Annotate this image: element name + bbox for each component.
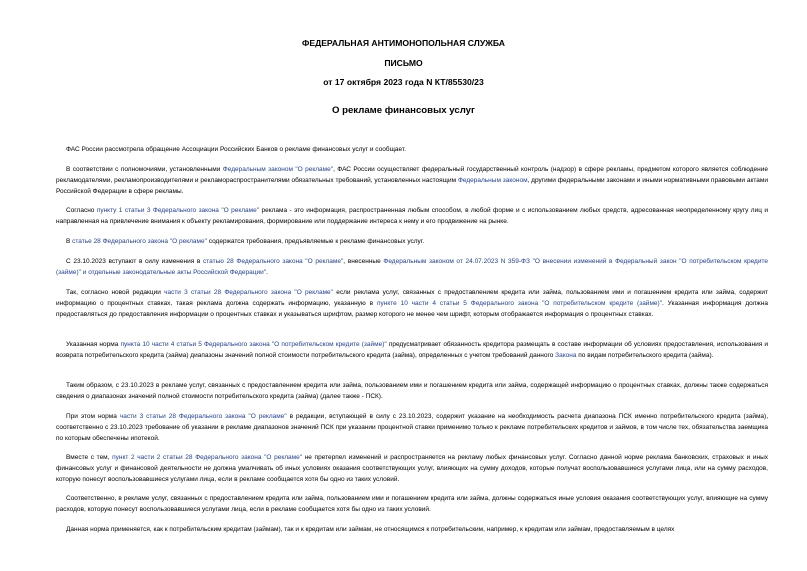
paragraph-text: если реклама услуг, связанных с предоставлением кредита или займа, пользованием ими и погашением кредита или займа, содержит информацию о процентных ставках, такая реклама должна содержать информацию, указанную в: [56, 289, 769, 307]
paragraph: [56, 236, 768, 247]
paragraph-text: ФАС России рассмотрела обращение Ассоциации Российских Банков о рекламе финансовых услуг и сообщает.: [66, 146, 406, 153]
paragraph-text: В: [66, 238, 73, 245]
date-number-heading: от 17 октября 2023 года N КТ/85530/23: [323, 77, 484, 87]
paragraph-text: содержатся требования, предъявляемые к рекламе финансовых услуг.: [206, 238, 425, 245]
paragraph: [56, 524, 768, 535]
paragraph: [56, 256, 768, 278]
paragraph-text: Так, согласно новой редакции: [66, 289, 165, 296]
paragraph: [56, 452, 768, 485]
paragraph: [56, 411, 768, 444]
paragraph: [56, 205, 768, 227]
legal-reference-link[interactable]: Федеральным законом "О рекламе": [222, 166, 334, 173]
paragraph-text: При этом норма: [66, 413, 120, 420]
paragraph-text: Данная норма применяется, как к потребительским кредитам (займам), так и к кредитам или займам, не относящимся к потребительским, например, к кредитам или займам, предоставляемым в целях: [66, 526, 675, 533]
legal-reference-link[interactable]: части 3 статьи 28 Федерального закона "О рекламе": [119, 413, 287, 420]
paragraph: [56, 339, 768, 361]
paragraph-text: , другими федеральными законами и иными нормативными правовыми актами Российской Федерации в сфере рекламы.: [56, 177, 768, 195]
legal-reference-link[interactable]: пункте 10 части 4 статьи 5 Федерального закона "О потребительском кредите (займе)": [376, 300, 662, 307]
paragraph: [56, 287, 768, 320]
legal-reference-link[interactable]: пункт 2 части 2 статьи 28 Федерального закона "О рекламе": [112, 454, 303, 461]
legal-reference-link[interactable]: пункту 1 статьи 3 Федерального закона "О рекламе": [96, 207, 260, 214]
document-title: О рекламе финансовых услуг: [331, 105, 475, 116]
paragraph-text: по видам потребительского кредита (займа).: [576, 352, 714, 359]
paragraph-text: В соответствии с полномочиями, установленными: [66, 166, 223, 173]
paragraph-text: Вместе с тем,: [66, 454, 113, 461]
agency-heading: ФЕДЕРАЛЬНАЯ АНТИМОНОПОЛЬНАЯ СЛУЖБА: [302, 38, 505, 48]
paragraph-text: Указанная норма: [66, 341, 121, 348]
paragraph: [56, 380, 768, 402]
paragraph: [56, 164, 768, 197]
paragraph-text: , внесенные: [343, 258, 384, 265]
paragraph: [56, 144, 768, 155]
legal-reference-link[interactable]: пункта 10 части 4 статьи 5 Федерального закона "О потребительском кредите (займе)": [120, 341, 387, 348]
paragraph-text: Согласно: [66, 207, 97, 214]
legal-reference-link[interactable]: Федеральным законом от 24.07.2023 N 359-ФЗ "О внесении изменений в Федеральный закон "О потребительском кредите (займе)" и отдельные законодательные акты Российской Федерации": [56, 258, 768, 276]
paragraph: [56, 493, 768, 515]
paragraph-text: Соответственно, в рекламе услуг, связанных с предоставлением кредита или займа, пользованием ими и погашением кредита или займа, должны содержаться иные условия оказания соответствующих услуг, влияющие на сумму расходов, которую понесут воспользовавшиеся услугами лица, если в рекламе сообщается хотя бы одно из таких условий.: [56, 495, 768, 513]
legal-reference-link[interactable]: статье 28 Федерального закона "О рекламе": [72, 238, 207, 245]
doc-type-heading: ПИСЬМО: [384, 58, 423, 68]
paragraph-text: , ФАС России осуществляет федеральный государственный контроль (надзор) в сфере рекламы, предметом которого является соблюдение рекламодателями, рекламопроизводителями и рекламораспространителями обязательных требований, установленных настоящим: [56, 166, 768, 184]
paragraph-text: Таким образом, с 23.10.2023 в рекламе услуг, связанных с предоставлением кредита или займа, пользованием ими и погашением кредита или займа, содержащей информацию о процентных ставках, должны также содержаться сведения о диапазонах значений полной стоимости потребительского кредита (займа) (далее также - ПСК).: [56, 382, 768, 400]
paragraph-text: . Указанная информация должна предоставляться до предоставления информации о процентных ставках и указываться шрифтом, размер которого не менее чем шрифт, которым отображается информация о процентных ставках.: [56, 300, 768, 318]
paragraph-text: в редакции, вступающей в силу с 23.10.2023, содержит указание на необходимость расчета диапазона ПСК именно потребительского кредита (займа), соответственно с 23.10.2023 требование об указании в рекламе диапазонов значений ПСК при указании процентной ставки применимо только к рекламе потребительских кредитов и займов, в том числе тех, обязательства заемщика по которым обеспечены ипотекой.: [56, 413, 769, 442]
paragraph-text: предусматривает обязанность кредитора размещать в составе информации об условиях предоставления, использования и возврата потребительского кредита (займа) диапазоны значений полной стоимости потребительского кредита (займа), определенных с учетом требований данного: [56, 341, 768, 359]
paragraph-text: не претерпел изменений и распространяется на рекламу любых финансовых услуг. Согласно данной норме реклама банковских, страховых и иных финансовых услуг и финансовой деятельности не должна умалчивать об иных условиях оказания соответствующих услуг, влияющих на сумму доходов, которые получат воспользовавшиеся услугами лица, или на сумму расходов, которую понесут воспользовавшиеся услугами лица, если в рекламе сообщается хотя бы одно из таких условий.: [56, 454, 768, 483]
legal-reference-link[interactable]: Закона: [555, 352, 577, 359]
legal-reference-link[interactable]: части 3 статьи 28 Федерального закона "О рекламе": [164, 289, 333, 296]
paragraph-text: С 23.10.2023 вступают в силу изменения в: [66, 258, 204, 265]
paragraph-text: реклама - это информация, распространенная любым способом, в любой форме и с использованием любых средств, адресованная неопределенному кругу лиц и направленная на привлечение внимания к объекту рекламирования, формирование или поддержание интереса к нему и его продвижение на рынке.: [56, 207, 768, 225]
legal-reference-link[interactable]: Федеральным законом: [457, 177, 528, 184]
legal-reference-link[interactable]: статью 28 Федерального закона "О рекламе": [203, 258, 344, 265]
paragraph-text: .: [266, 269, 268, 276]
